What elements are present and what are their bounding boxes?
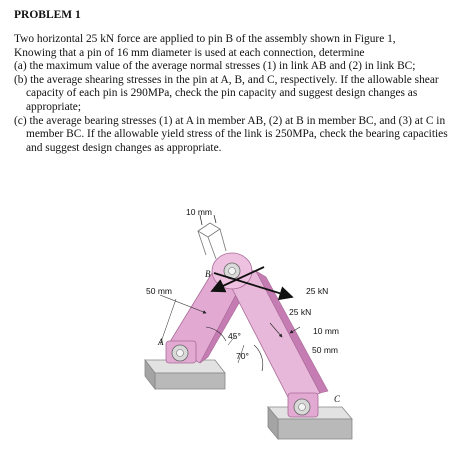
problem-title: PROBLEM 1: [14, 9, 81, 21]
clevis-c: [288, 393, 318, 417]
point-c-label: C: [334, 394, 341, 404]
question-c: (c) the average bearing stresses (1) at A in member AB, (2) at B in member BC, and (3) at C in member BC. If the allowable yield stress of the link is 250MPa, check the bearing capacities and suggest design changes as appropriate.: [14, 114, 448, 154]
angle-45-label: 45°: [228, 331, 241, 341]
intro-line-2: Knowing that a pin of 16 mm diameter is used at each connection, determine: [14, 46, 365, 59]
clevis-a: [166, 341, 196, 363]
support-a: [145, 360, 225, 389]
point-b-label: B: [205, 269, 211, 279]
dim-top-label: 10 mm: [186, 207, 212, 217]
dim-right-2-label: 50 mm: [312, 345, 338, 355]
point-a-label: A: [158, 337, 164, 347]
dim-right-1-label: 10 mm: [313, 326, 339, 336]
dim-left-label: 50 mm: [146, 286, 172, 296]
intro-line-1: Two horizontal 25 kN force are applied to pin B of the assembly shown in Figure 1,: [14, 33, 396, 45]
force-upper-label: 25 kN: [306, 286, 329, 296]
angle-70-label: 70°: [236, 351, 249, 361]
question-b: (b) the average shearing stresses in the pin at A, B, and C, respectively. If the allowable shear capacity of each pin is 290MPa, check the pin capacity and suggest design changes as appropriate;: [14, 73, 439, 113]
problem-statement: [14, 33, 466, 155]
question-a: (a) the maximum value of the average normal stresses (1) in link AB and (2) in link BC;: [14, 60, 416, 73]
force-lower-label: 25 kN: [289, 307, 312, 317]
figure-1: [0, 195, 474, 468]
pin-detail: [198, 215, 226, 259]
